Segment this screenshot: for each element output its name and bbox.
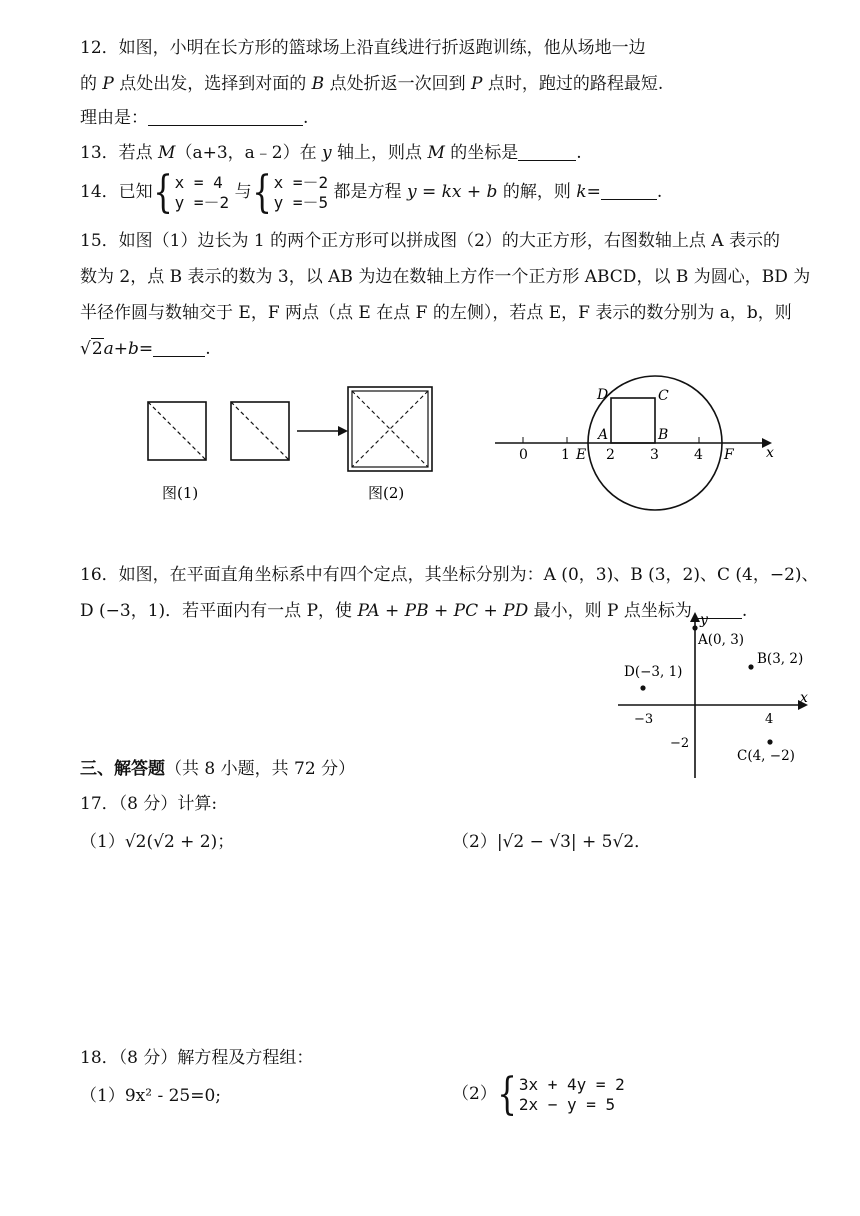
q15-line3: 半径作圆与数轴交于 E，F 两点（点 E 在点 F 的左侧），若点 E，F 表示的数分别为 a，b，则	[80, 303, 792, 323]
q12-reason: 理由是： .	[80, 108, 309, 128]
arrow	[297, 426, 348, 436]
label-c: C	[658, 388, 669, 404]
point-c	[767, 739, 772, 744]
figure1-square-a	[148, 402, 206, 460]
figure2-big-square	[348, 387, 432, 471]
q16-line2: D (−3，1)．若平面内有一点 P，使 PA + PB + PC + PD 最小，则 P 点坐标为 .	[80, 601, 748, 621]
q16-line1: 16．如图，在平面直角坐标系中有四个定点，其坐标分别为：A (0，3)、B (3，2)、C (4，−2)、	[80, 565, 819, 585]
answer-blank[interactable]	[518, 142, 576, 161]
q13-line: 13．若点 M（a+3，a﹣2）在 y 轴上，则点 M 的坐标是 .	[80, 143, 582, 163]
tick-x-neg: −3	[634, 712, 654, 727]
label-point-a: A(0, 3)	[698, 632, 745, 648]
point-d	[640, 685, 645, 690]
q12-line1: 12．如图，小明在长方形的篮球场上沿直线进行折返跑训练，他从场地一边	[80, 38, 646, 58]
label-f: F	[724, 447, 734, 463]
label-a: A	[598, 427, 609, 443]
answer-blank[interactable]	[148, 107, 303, 126]
coordinate-graph	[600, 610, 820, 785]
tick-x-pos: 4	[765, 712, 774, 727]
q15-expression: √2a+b= .	[80, 339, 211, 359]
q17-part2: （2）|√2 − √3| + 5√2．	[452, 832, 652, 852]
system-2: x =－2 y =－5	[273, 172, 329, 212]
q17-part1: （1）√2(√2 + 2)；	[80, 832, 235, 852]
label-d: D	[597, 387, 609, 403]
system-1: x = 4 y =－2	[174, 172, 230, 212]
q18-part1: （1）9x² - 25=0;	[80, 1086, 222, 1106]
axis-x-label: x	[766, 445, 774, 461]
number-line-figure	[490, 375, 780, 515]
q14-line: 14．已知{ x = 4 y =－2 与{ x =－2 y =－5 都是方程 y = kx + b 的解，则 k= .	[80, 166, 663, 218]
point-a	[692, 625, 697, 630]
tick-0: 0	[519, 447, 528, 463]
point-b	[748, 664, 753, 669]
label-point-b: B(3, 2)	[757, 651, 804, 667]
answer-blank[interactable]	[601, 181, 657, 200]
q15-line2: 数为 2，点 B 表示的数为 3，以 AB 为边在数轴上方作一个正方形 ABCD，以 B 为圆心，BD 为	[80, 267, 811, 287]
q17-title: 17．（8 分）计算:	[80, 794, 218, 814]
fig1-label: 图(1)	[162, 484, 199, 502]
q18-system: 3x + 4y = 2 2x − y = 5	[518, 1074, 625, 1114]
tick-3: 3	[650, 447, 659, 463]
label-e: E	[576, 447, 587, 463]
tick-1: 1	[561, 447, 570, 463]
q18-title: 18．（8 分）解方程及方程组：	[80, 1048, 314, 1068]
tick-y-neg: −2	[670, 736, 690, 751]
tick-4: 4	[694, 447, 703, 463]
figure1-square-b	[231, 402, 289, 460]
graph-x-label: x	[800, 690, 808, 706]
square-abcd	[611, 398, 655, 443]
q15-line1: 15．如图（1）边长为 1 的两个正方形可以拼成图（2）的大正方形，右图数轴上点 A 表示的	[80, 231, 780, 251]
q18-part2: （2）{ 3x + 4y = 2 2x − y = 5	[452, 1068, 625, 1120]
q12-line2: 的 P 点处出发，选择到对面的 B 点处折返一次回到 P 点时，跑过的路程最短.	[80, 74, 664, 94]
label-b: B	[658, 427, 669, 443]
tick-2: 2	[606, 447, 615, 463]
answer-blank[interactable]	[153, 338, 205, 357]
label-point-d: D(−3, 1)	[624, 664, 683, 680]
graph-y-label: y	[700, 612, 708, 628]
fig2-label: 图(2)	[368, 484, 405, 502]
label-point-c: C(4, −2)	[737, 748, 795, 764]
square-figures	[140, 385, 440, 505]
section-title: 三、解答题（共 8 小题，共 72 分）	[80, 759, 356, 779]
